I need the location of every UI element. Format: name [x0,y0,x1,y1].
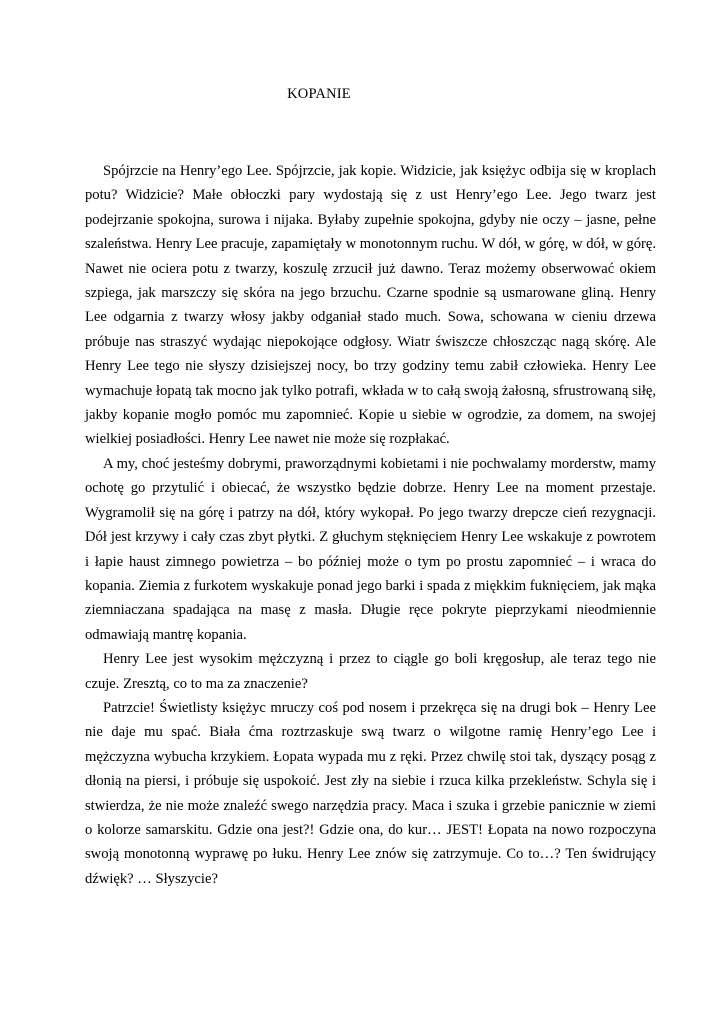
document-body [85,159,656,891]
paragraph-3: Henry Lee jest wysokim mężczyzną i przez to ciągle go boli kręgosłup, ale teraz tego nie czuje. Zresztą, co to ma za znaczenie? [85,651,656,692]
paragraph-4: Patrzcie! Świetlisty księżyc mruczy coś pod nosem i przekręca się na drugi bok – Henry Lee nie daje mu spać. Biała ćma roztrzaskuje swą twarz o wilgotne ramię Henry’ego Lee i mężczyzna wybucha krzykiem. Łopata wypada mu z ręki. Przez chwilę stoi tak, dyszący posąg z dłonią na piersi, i próbuje się uspokoić. Jest zły na siebie i rzuca kilka przekleństw. Schyla się i stwierdza, że nie może znaleźć swego narzędzia pracy. Maca i szuka i grzebie panicznie w ziemi o kolorze samarskitu. Gdzie ona jest?! Gdzie ona, do kur… JEST! Łopata na nowo rozpoczyna swoją monotonną wyprawę po łuku. Henry Lee znów się zatrzymuje. Co to…? Ten świdrujący dźwięk? … Słyszycie? [85,699,656,887]
document-title: KOPANIE [287,86,351,102]
paragraph-2: A my, choć jesteśmy dobrymi, praworządnymi kobietami i nie pochwalamy morderstw, mamy ochotę go przytulić i obiecać, że wszystko będzie dobrze. Henry Lee na moment przestaje. Wygramolił się na górę i patrzy na dół, który wykopał. Po jego twarzy drepcze cień rezygnacji. Dół jest krzywy i cały czas zbyt płytki. Z głuchym stęknięciem Henry Lee wskakuje z powrotem i łapie haust zimnego powietrza – bo później może o tym po prostu zapomnieć – i wraca do kopania. Ziemia z furkotem wyskakuje ponad jego barki i spada z miękkim fuknięciem, jak mąka ziemniaczana spadająca na masę z masła. Długie ręce pokryte pieprzykami nieodmiennie odmawiają mantrę kopania. [85,455,656,643]
paragraph-1: Spójrzcie na Henry’ego Lee. Spójrzcie, jak kopie. Widzicie, jak księżyc odbija się w kroplach potu? Widzicie? Małe obłoczki pary wydostają się z ust Henry’ego Lee. Jego twarz jest podejrzanie spokojna, surowa i nijaka. Byłaby zupełnie spokojna, gdyby nie oczy – jasne, pełne szaleństwa. Henry Lee pracuje, zapamiętały w monotonnym ruchu. W dół, w górę, w dół, w górę. Nawet nie ociera potu z twarzy, koszulę zrzucił już dawno. Teraz możemy obserwować okiem szpiega, jak marszczy się skóra na jego brzuchu. Czarne spodnie są usmarowane gliną. Henry Lee odgarnia z twarzy włosy jakby odganiał stado much. Sowa, schowana w cieniu drzewa próbuje nas straszyć wydając niepokojące odgłosy. Wiatr świszcze chłoszcząc nagą skórę. Ale Henry Lee tego nie słyszy dzisiejszej nocy, bo trzy godziny temu zabił człowieka. Henry Lee wymachuje łopatą tak mocno jak tylko potrafi, wkłada w to całą swoją żałosną, sfrustrowaną siłę, jakby kopanie mogło pomóc mu zapomnieć. Kopie u siebie w ogrodzie, za domem, na swojej wielkiej posiadłości. Henry Lee nawet nie może się rozpłakać. [85,163,656,448]
